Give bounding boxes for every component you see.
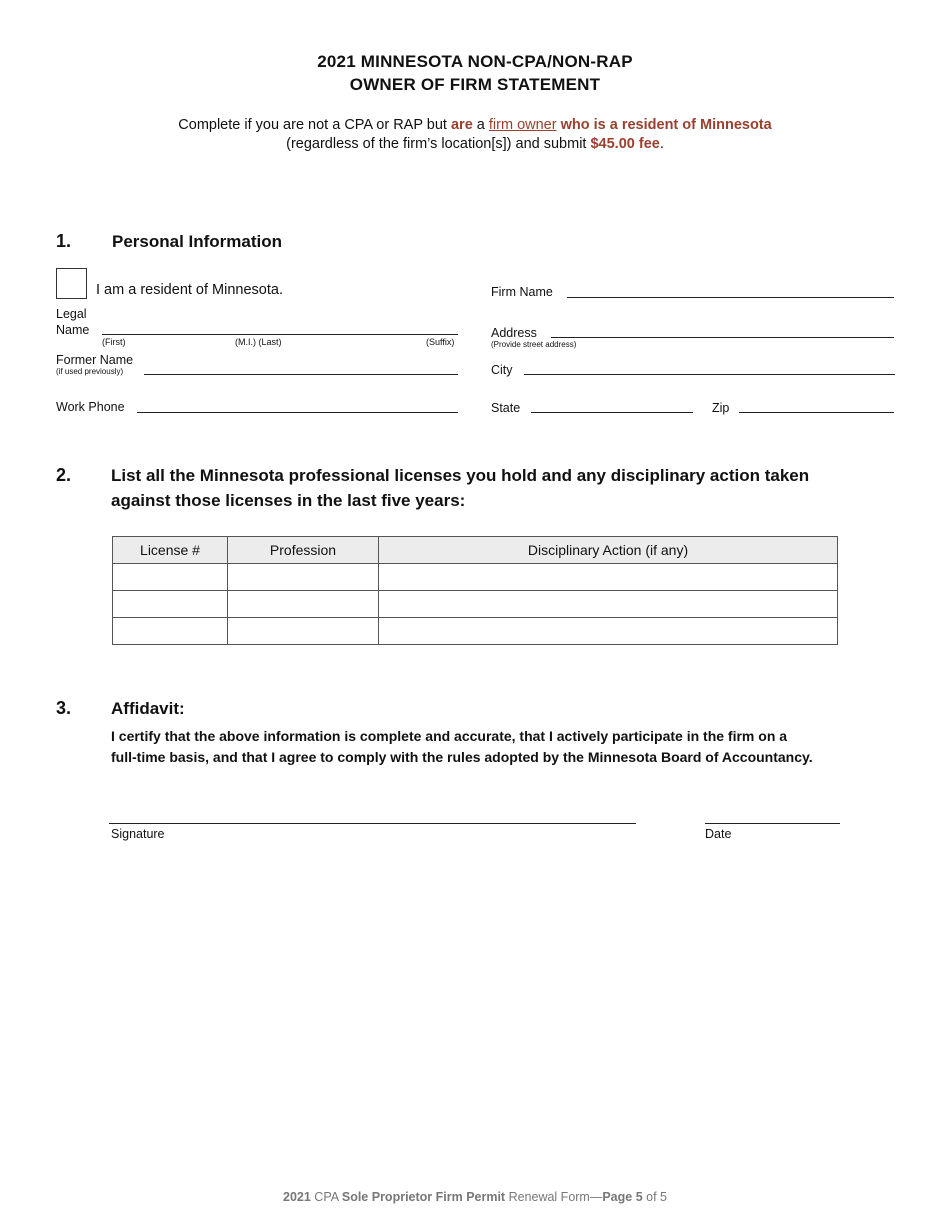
legal-label: Legal [56, 307, 87, 321]
section3-title: Affidavit: [111, 699, 185, 718]
city-label: City [491, 363, 513, 377]
profession-cell[interactable] [228, 591, 379, 618]
former-name-input[interactable] [144, 374, 458, 375]
section1-title: Personal Information [112, 232, 283, 251]
work-phone-input[interactable] [137, 412, 458, 413]
form-title-line1: 2021 MINNESOTA NON-CPA/NON-RAP [317, 52, 633, 71]
date-input[interactable] [705, 823, 840, 824]
section2-line1: List all the Minnesota professional licenses you hold and any disciplinary action taken [111, 466, 810, 485]
license-cell[interactable] [113, 564, 228, 591]
mi-last-hint: (M.I.) (Last) [235, 337, 282, 347]
address-label: Address [491, 326, 537, 340]
license-cell[interactable] [113, 618, 228, 645]
zip-label: Zip [712, 401, 730, 415]
section3-number: 3. [56, 698, 72, 718]
first-hint: (First) [102, 337, 126, 347]
disciplinary-cell[interactable] [379, 618, 838, 645]
state-input[interactable] [531, 412, 693, 413]
section1-number: 1. [56, 231, 72, 251]
signature-label: Signature [111, 827, 165, 841]
address-hint: (Provide street address) [491, 340, 577, 349]
profession-cell[interactable] [228, 618, 379, 645]
state-label: State [491, 401, 521, 415]
name-label: Name [56, 323, 90, 337]
section2-line2: against those licenses in the last five years: [111, 491, 466, 510]
form-title-line2: OWNER OF FIRM STATEMENT [349, 75, 601, 94]
license-cell[interactable] [113, 591, 228, 618]
table-row [113, 618, 838, 645]
zip-input[interactable] [739, 412, 894, 413]
table-row [113, 591, 838, 618]
page-footer: 2021 CPA Sole Proprietor Firm Permit Renewal Form—Page 5 of 5 [283, 1190, 667, 1204]
address-input[interactable] [551, 337, 894, 338]
disciplinary-cell[interactable] [379, 564, 838, 591]
profession-cell[interactable] [228, 564, 379, 591]
licenses-table [112, 536, 838, 645]
affidavit-line1: I certify that the above information is complete and accurate, that I actively participate in the firm on a [111, 728, 788, 744]
licenses-header-row [113, 537, 838, 564]
affidavit-text [111, 726, 813, 768]
affidavit-line2: full-time basis, and that I agree to comply with the rules adopted by the Minnesota Board of Accountancy. [111, 749, 813, 765]
column-header-disciplinary-action: Disciplinary Action (if any) [379, 537, 838, 564]
resident-label: I am a resident of Minnesota. [96, 282, 283, 298]
firm-name-input[interactable] [567, 297, 894, 298]
firm-name-label: Firm Name [491, 285, 553, 299]
disciplinary-cell[interactable] [379, 591, 838, 618]
section2-number: 2. [56, 465, 72, 485]
former-name-hint: (if used previously) [56, 367, 124, 376]
suffix-hint: (Suffix) [426, 337, 455, 347]
column-header-license: License # [113, 537, 228, 564]
signature-input[interactable] [109, 823, 636, 824]
work-phone-label: Work Phone [56, 400, 125, 414]
section2-prompt [111, 463, 809, 513]
column-header-profession: Profession [228, 537, 379, 564]
intro-line2: (regardless of the firm’s location[s]) and submit $45.00 fee. [286, 136, 664, 152]
resident-checkbox[interactable] [56, 268, 87, 299]
table-row [113, 564, 838, 591]
intro-line1: Complete if you are not a CPA or RAP but are a firm owner who is a resident of Minnesota [178, 117, 772, 133]
date-label: Date [705, 827, 732, 841]
legal-name-input[interactable] [102, 334, 458, 335]
former-name-label: Former Name [56, 353, 134, 367]
city-input[interactable] [524, 374, 895, 375]
